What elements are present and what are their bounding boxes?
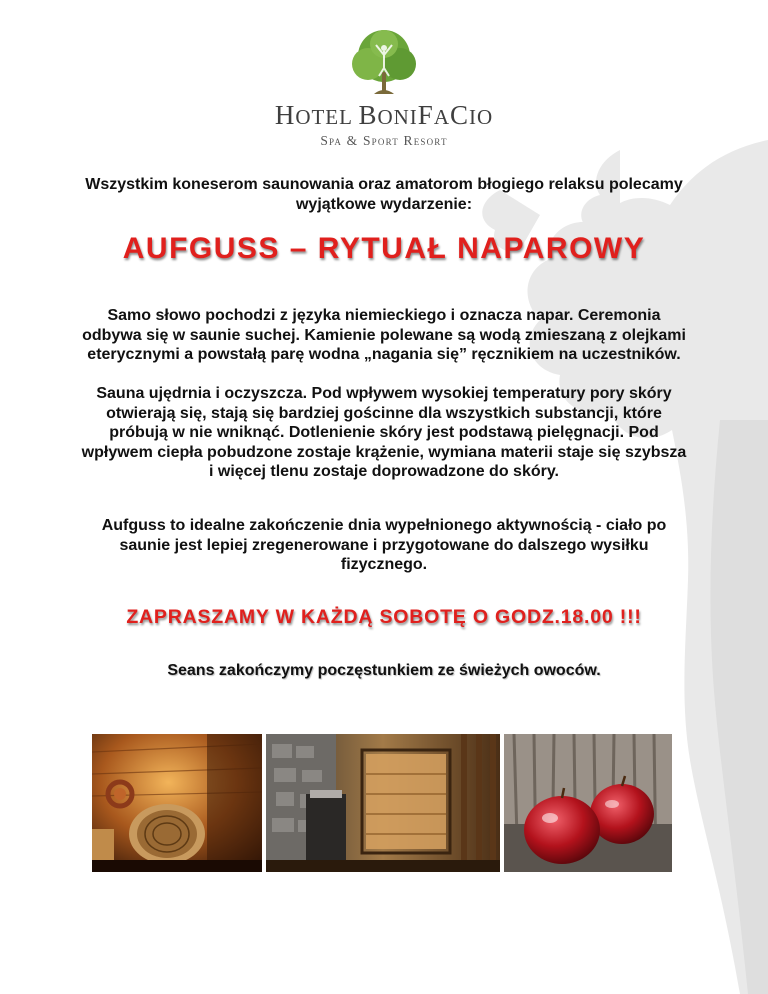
paragraph-summary: Aufguss to idealne zakończenie dnia wypełnionego aktywnością - ciało po saunie jest lepiej zregenerowane i przygotowane do dalszego wysiłku fizycznego. [101,517,667,574]
tree-yoga-icon [344,28,424,96]
main-title: AUFGUSS – RYTUAŁ NAPAROWY [122,232,646,265]
paragraph-description: Samo słowo pochodzi z języka niemieckiego i oznacza napar. Ceremonia odbywa się w saunie suchej. Kamienie polewane są wodą zmieszaną z olejkami eterycznymi a powstałą parę wodna „nagania się” ręcznikiem na uczestników. [82,307,686,364]
hotel-subtitle: Spa & Sport Resort [320,133,448,148]
sauna-interior-photo [266,734,500,872]
photo-strip [92,734,672,872]
sauna-bucket-photo [92,734,262,872]
closing-text: Seans zakończymy poczęstunkiem ze świeżych owoców. [167,662,601,679]
hotel-logo [0,28,768,149]
invitation-heading: ZAPRASZAMY W KAŻDĄ SOBOTĘ O GODZ.18.00 !!! [126,606,642,628]
paragraph-benefits: Sauna ujędrnia i oczyszcza. Pod wpływem wysokiej temperatury pory skóry otwierają się, stają się bardziej gościnne dla wszystkich substancji, które próbują w nie wniknąć. Dotlenienie skóry jest podstawą pielęgnacji. Pod wpływem ciepła pobudzone zostaje krążenie, wymiana materii staje się szybsza i więcej tlenu zostaje doprowadzone do skóry. [81,385,687,481]
intro-text: Wszystkim koneserom saunowania oraz amatorom błogiego relaksu polecamy wyjątkowe wydarzenie: [85,176,683,213]
red-apples-photo [504,734,672,872]
hotel-name: HOTEL BONIFACIO [274,100,494,130]
